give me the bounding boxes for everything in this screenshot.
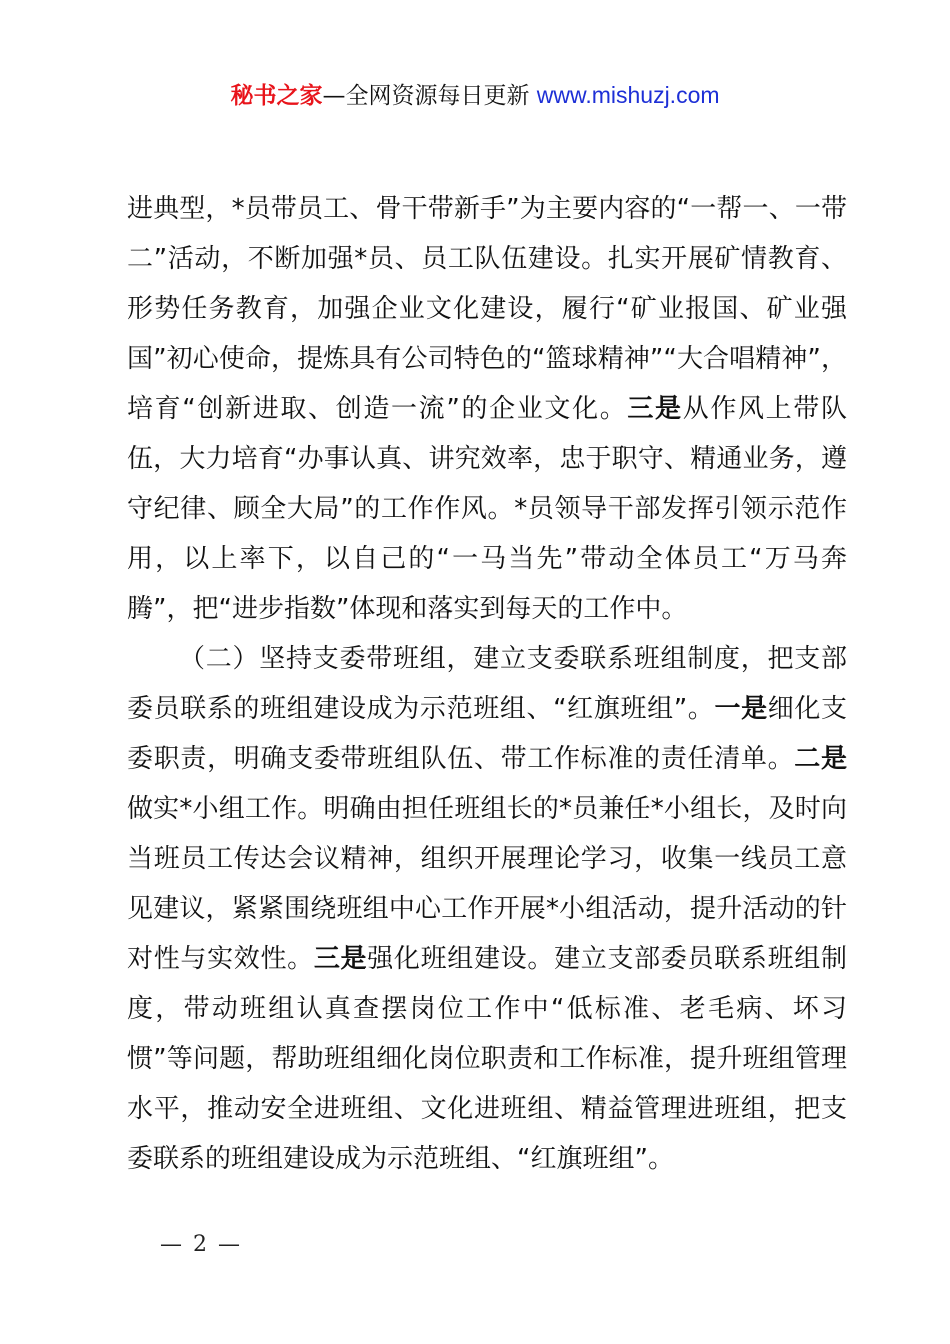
text-segment: 做实*小组工作。明确由担任班组长的*员兼任*小组长，及时向当班员工传达会议精神，组织开展理论学习，收集一线员工意见建议，紧紧围绕班组中心工作开展*小组活动，提升活动的针对性与实效性。 xyxy=(127,794,847,974)
site-header xyxy=(0,78,950,113)
bold-marker: 二是 xyxy=(794,744,847,774)
bold-marker: 三是 xyxy=(313,944,368,974)
text-segment: 从作风上带队伍，大力培育“办事认真、讲究效率，忠于职守、精通业务，遵守纪律、顾全大局”的工作作风。*员领导干部发挥引领示范作用，以上率下，以自己的“一马当先”带动全体员工“万马奔腾”，把“进步指数”体现和落实到每天的工作中。 xyxy=(127,394,847,624)
text-segment: 进典型，*员带员工、骨干带新手”为主要内容的“一帮一、一带二”活动，不断加强*员、员工队伍建设。扎实开展矿情教育、形势任务教育，加强企业文化建设，履行“矿业报国、矿业强国”初心使命，提炼具有公司特色的“篮球精神”“大合唱精神”，培育“创新进取、创造一流”的企业文化。 xyxy=(127,194,847,424)
site-url-link[interactable]: www.mishuzj.com xyxy=(536,82,720,108)
text-segment: 细化支委职责，明确支委带班组队伍、带工作标准的责任清单。 xyxy=(127,694,847,774)
header-tagline: —全网资源每日更新 xyxy=(322,83,537,109)
brand-name: 秘书之家 xyxy=(230,83,323,109)
paragraph-2 xyxy=(127,634,847,1184)
text-segment: 强化班组建设。建立支部委员联系班组制度，带动班组认真查摆岗位工作中“低标准、老毛病、坏习惯”等问题，帮助班组细化岗位职责和工作标准，提升班组管理水平，推动安全进班组、文化进班组、精益管理进班组，把支委联系的班组建设成为示范班组、“红旗班组”。 xyxy=(127,944,847,1174)
document-body xyxy=(127,184,847,1184)
text-segment: （二）坚持支委带班组，建立支委联系班组制度，把支部委员联系的班组建设成为示范班组、“红旗班组”。 xyxy=(127,644,847,724)
page-number: — 2 — xyxy=(160,1232,242,1257)
bold-marker: 三是 xyxy=(627,394,683,424)
paragraph-1 xyxy=(127,184,847,634)
bold-marker: 一是 xyxy=(714,694,768,724)
